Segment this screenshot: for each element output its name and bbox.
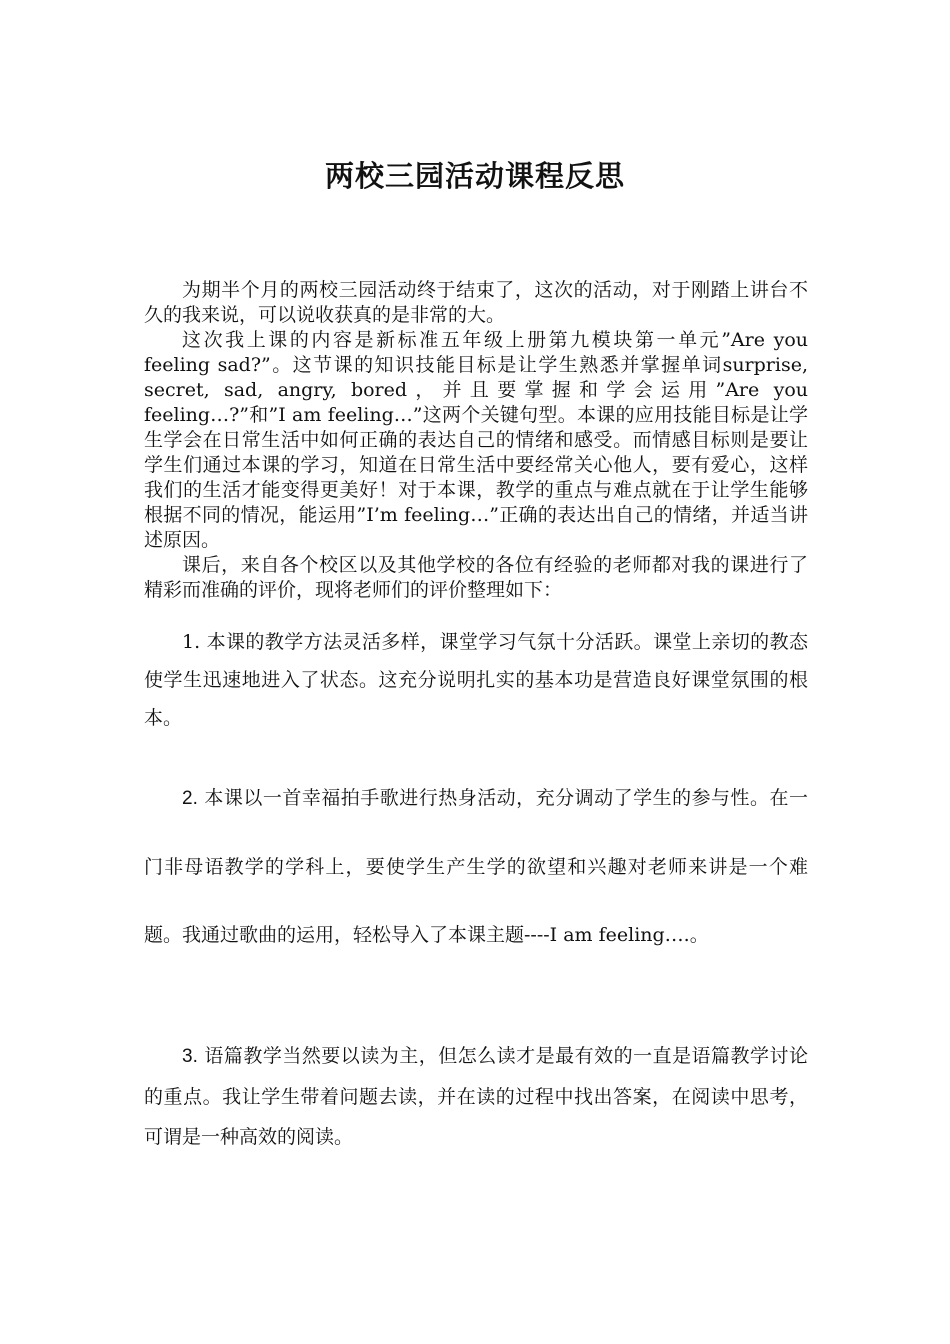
- review-item-2: [144, 764, 808, 969]
- intro-paragraph: 课后，来自各个校区以及其他学校的各位有经验的老师都对我的课进行了精彩而准确的评价，现将老师们的评价整理如下：: [144, 554, 808, 601]
- review-item-1: [144, 623, 808, 737]
- document-title: 两校三园活动课程反思: [324, 159, 625, 193]
- item-text: 语篇教学当然要以读为主，但怎么读才是最有效的一直是语篇教学讨论的重点。我让学生带着问题去读，并在读的过程中找出答案，在阅读中思考，可谓是一种高效的阅读。: [144, 1045, 808, 1148]
- intro-paragraph: 这次我上课的内容是新标准五年级上册第九模块第一单元”Are you feeling sad?”。这节课的知识技能目标是让学生熟悉并掌握单词surprise, secret, sad, angry, bored，并且要掌握和学会运用”Are you feeling…?”和”I am feeling…”这两个关键句型。本课的应用技能目标是让学生学会在日常生活中如何正确的表达自己的情绪和感受。而情感目标则是要让学生们通过本课的学习，知道在日常生活中要经常关心他人，要有爱心，这样我们的生活才能变得更美好！对于本课，教学的重点与难点就在于让学生能够根据不同的情况，能运用”I’m feeling…”正确的表达出自己的情绪，并适当讲述原因。: [144, 329, 808, 551]
- intro-paragraph: 为期半个月的两校三园活动终于结束了，这次的活动，对于刚踏上讲台不久的我来说，可以说收获真的是非常的大。: [144, 279, 808, 326]
- item-text: 本课的教学方法灵活多样，课堂学习气氛十分活跃。课堂上亲切的教态使学生迅速地进入了状态。这充分说明扎实的基本功是营造良好课堂氛围的根本。: [144, 631, 808, 729]
- review-item-3: [144, 1036, 808, 1157]
- item-text: 本课以一首幸福拍手歌进行热身活动，充分调动了学生的参与性。在一门非母语教学的学科上，要使学生产生学的欲望和兴趣对老师来讲是一个难题。我通过歌曲的运用，轻松导入了本课主题----I am feeling….。: [144, 787, 808, 946]
- item-number: 2.: [182, 788, 198, 809]
- item-number: 1.: [182, 631, 201, 653]
- item-number: 3.: [182, 1046, 198, 1067]
- intro-section: [144, 278, 808, 603]
